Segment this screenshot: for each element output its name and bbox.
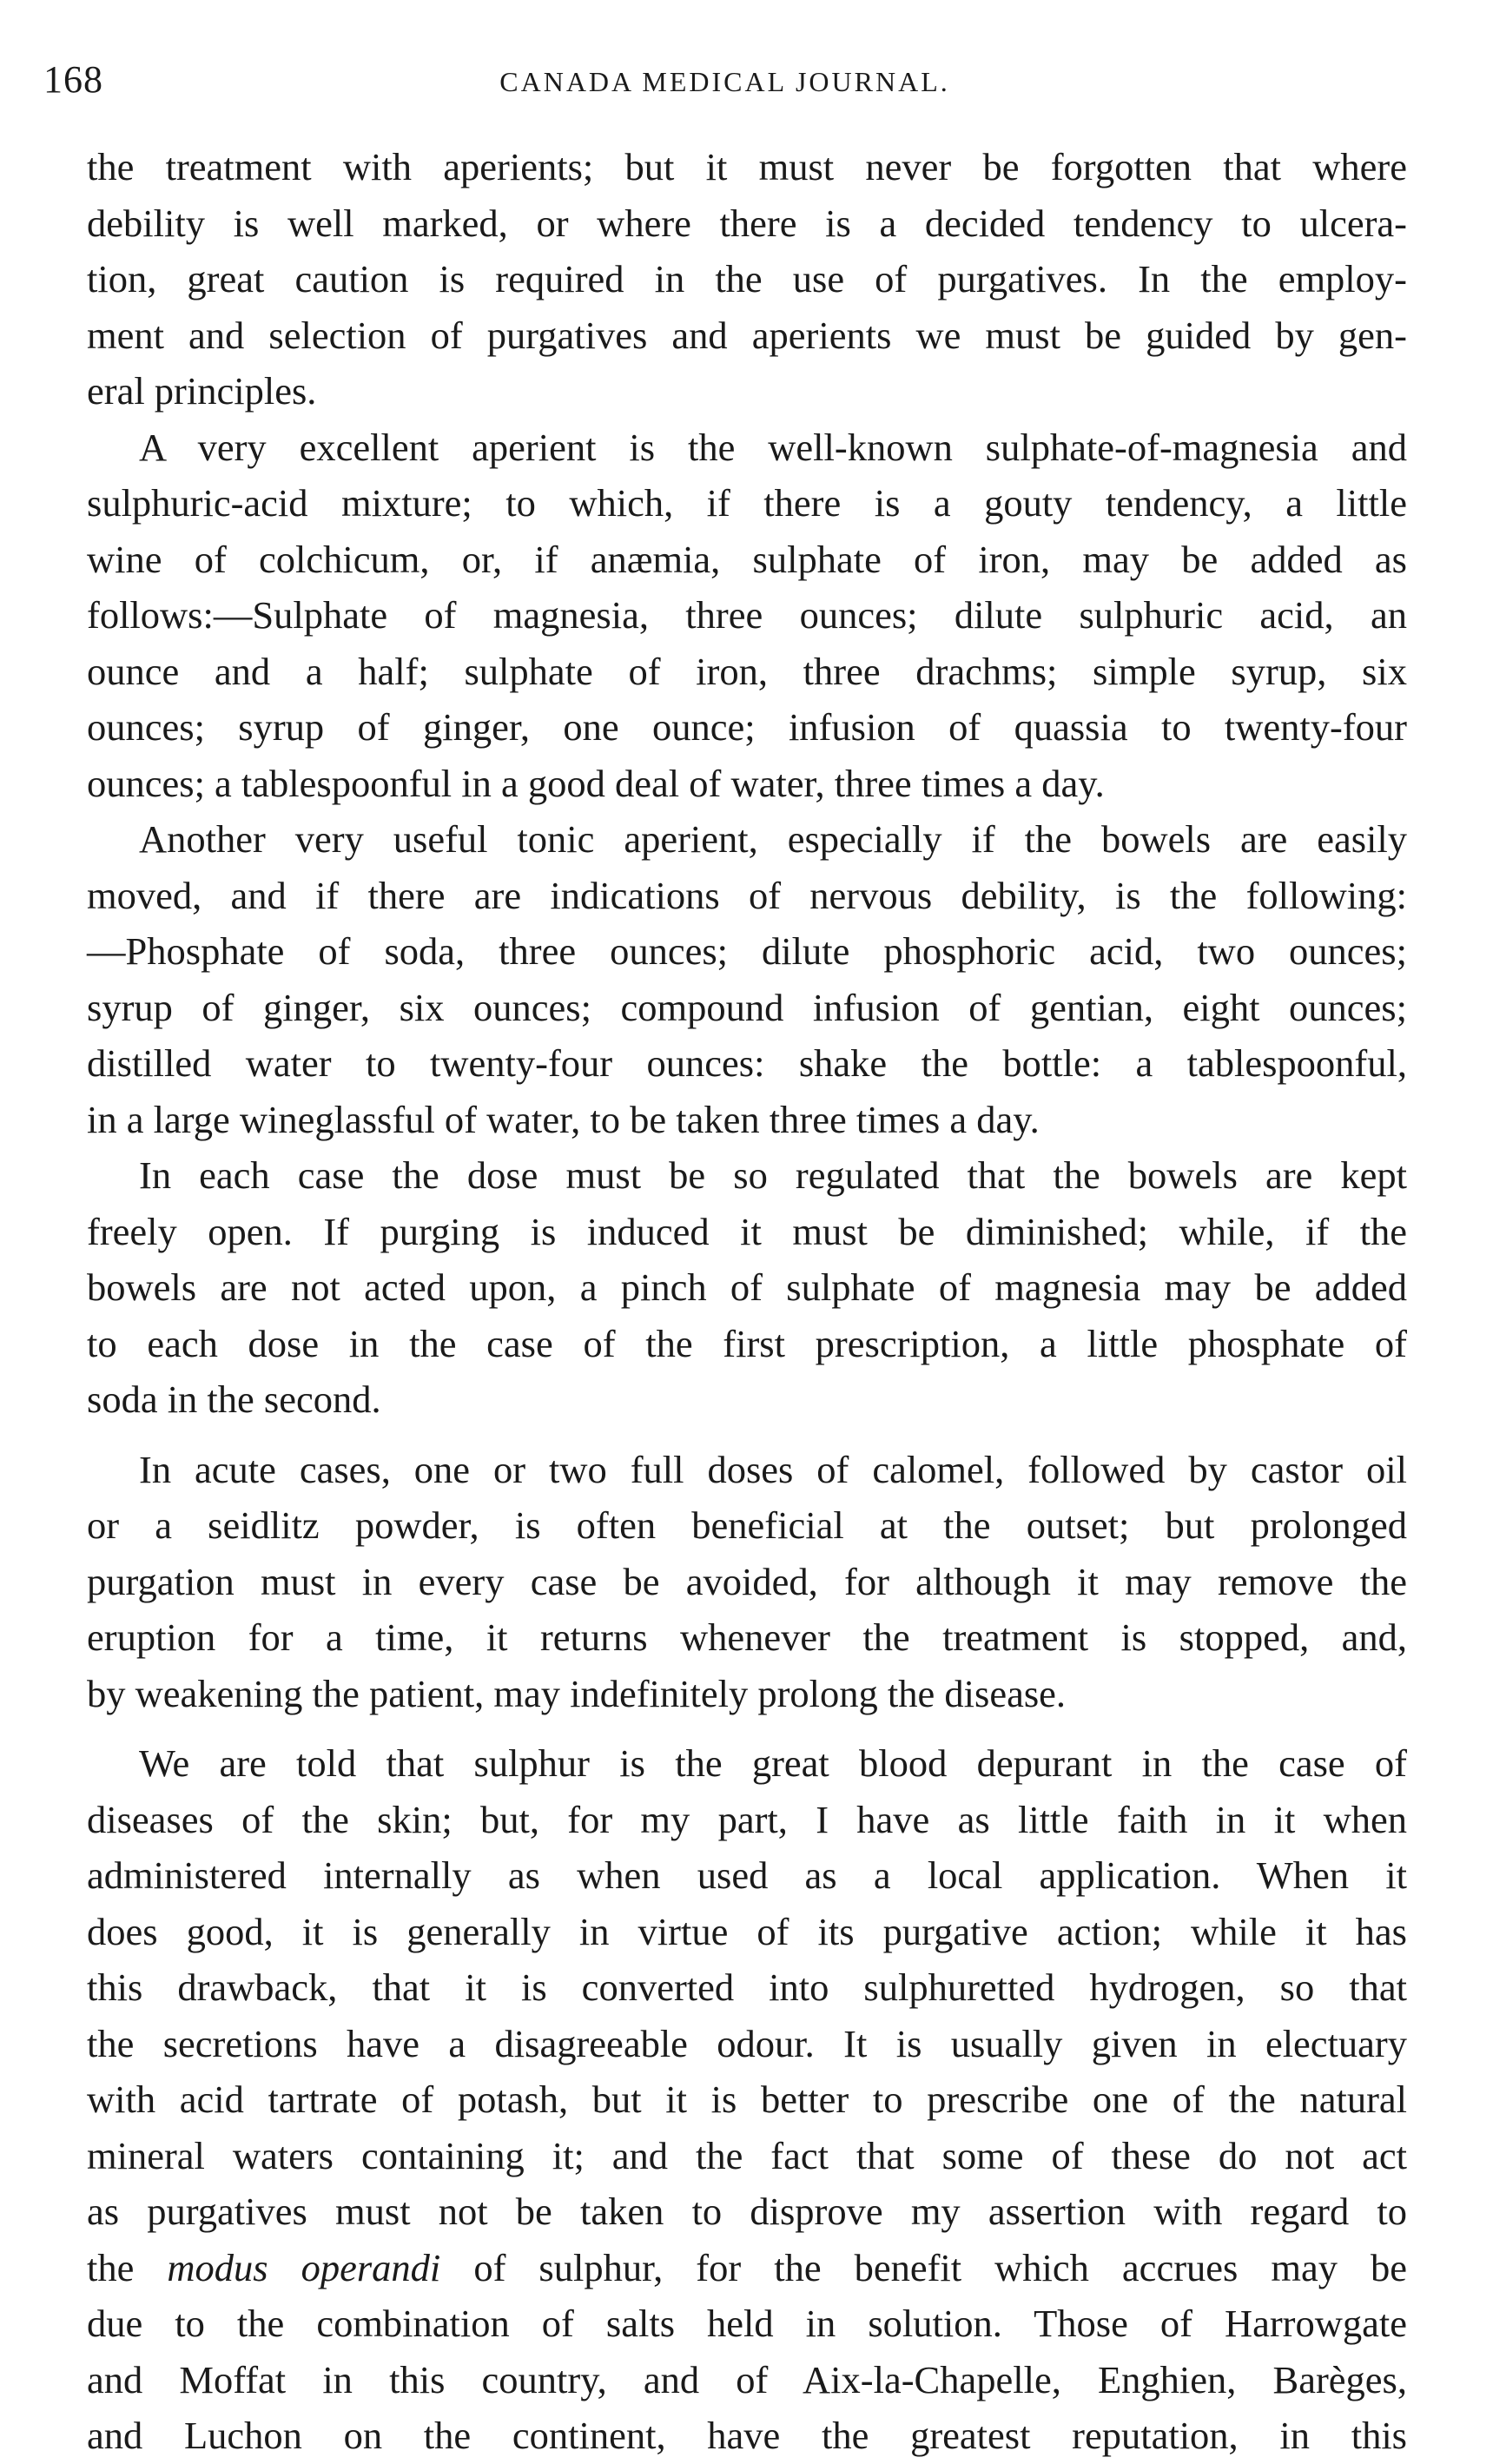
page-header (43, 54, 1406, 106)
text-line: sulphuric-acid mixture; to which, if there is a gouty tendency, a little (87, 481, 1407, 525)
text-line: —Phosphate of soda, three ounces; dilute phosphoric acid, two ounces; (87, 929, 1407, 973)
text-line: in a large wineglassful of water, to be taken three times a day. (87, 1097, 1040, 1141)
text-line: due to the combination of salts held in solution. Those of Harrowgate (87, 2302, 1407, 2345)
text-line: eral principles. (87, 369, 317, 413)
text-line: ounces; a tablespoonful in a good deal of water, three times a day. (87, 761, 1105, 805)
text-line: debility is well marked, or where there is a decided tendency to ulcera- (87, 201, 1407, 245)
text-line: Another very useful tonic aperient, especially if the bowels are easily (139, 817, 1407, 861)
text-line: as purgatives must not be taken to disprove my assertion with regard to (87, 2190, 1407, 2233)
text-line: administered internally as when used as a local application. When it (87, 1853, 1407, 1897)
text-line: the secretions have a disagreeable odour. It is usually given in electuary (87, 2021, 1407, 2065)
text-line: purgation must in every case be avoided, for although it may remove the (87, 1559, 1407, 1603)
text-line: ment and selection of purgatives and aperients we must be guided by gen- (87, 313, 1407, 357)
text-line: ounce and a half; sulphate of iron, three drachms; simple syrup, six (87, 649, 1407, 693)
text-line: freely open. If purging is induced it must be diminished; while, if the (87, 1209, 1407, 1253)
text-line: We are told that sulphur is the great blood depurant in the case of (139, 1741, 1407, 1785)
text-line: eruption for a time, it returns whenever the treatment is stopped, and, (87, 1615, 1407, 1659)
text-line: A very excellent aperient is the well-known sulphate-of-magnesia and (139, 425, 1407, 469)
text-line: the treatment with aperients; but it must never be forgotten that where (87, 145, 1407, 188)
italic-phrase: modus operandi (167, 2245, 441, 2289)
text-line: does good, it is generally in virtue of its purgative action; while it has (87, 1909, 1407, 1953)
body-text (87, 139, 1407, 2464)
text-line: diseases of the skin; but, for my part, I have as little faith in it when (87, 1797, 1407, 1841)
text-line: and Luchon on the continent, have the greatest reputation, in this (87, 2414, 1407, 2457)
text-line: by weakening the patient, may indefinitely prolong the disease. (87, 1671, 1067, 1715)
paragraph-aperient-mixture (87, 419, 1407, 812)
text-line: In each case the dose must be so regulated that the bowels are kept (139, 1153, 1407, 1197)
text-line: this drawback, that it is converted into sulphuretted hydrogen, so that (87, 1965, 1407, 2009)
text-line: and Moffat in this country, and of Aix-la-Chapelle, Enghien, Barèges, (87, 2357, 1407, 2401)
text-line: or a seidlitz powder, is often beneficial at the outset; but prolonged (87, 1503, 1407, 1547)
text-line: ounces; syrup of ginger, one ounce; infusion of quassia to twenty-four (87, 705, 1407, 749)
text-line: moved, and if there are indications of nervous debility, is the following: (87, 873, 1407, 917)
text-line: bowels are not acted upon, a pinch of sulphate of magnesia may be added (87, 1265, 1407, 1309)
text-line: to each dose in the case of the first prescription, a little phosphate of (87, 1321, 1407, 1365)
paragraph-dose-regulation (87, 1147, 1407, 1428)
running-head: CANADA MEDICAL JOURNAL. (499, 66, 950, 97)
page-number: 168 (43, 58, 103, 101)
text-line: distilled water to twenty-four ounces: shake the bottle: a tablespoonful, (87, 1041, 1407, 1085)
text-line: with acid tartrate of potash, but it is better to prescribe one of the natural (87, 2078, 1407, 2121)
text-line: mineral waters containing it; and the fact that some of these do not act (87, 2133, 1407, 2177)
paragraph-acute-cases (87, 1442, 1407, 1722)
text-line: In acute cases, one or two full doses of calomel, followed by castor oil (139, 1447, 1407, 1491)
text-line-with-italic: the modus operandi of sulphur, for the benefit which accrues may be (87, 2245, 1407, 2289)
text-line: follows:—Sulphate of magnesia, three ounces; dilute sulphuric acid, an (87, 593, 1407, 637)
text-line: syrup of ginger, six ounces; compound infusion of gentian, eight ounces; (87, 985, 1407, 1029)
paragraph-tonic-aperient (87, 811, 1407, 1147)
text-line: tion, great caution is required in the use of purgatives. In the employ- (87, 257, 1407, 301)
paragraph-continuation (87, 139, 1407, 419)
text-line: wine of colchicum, or, if anæmia, sulphate of iron, may be added as (87, 537, 1407, 581)
text-line: soda in the second. (87, 1377, 381, 1421)
paragraph-sulphur (87, 1735, 1407, 2464)
